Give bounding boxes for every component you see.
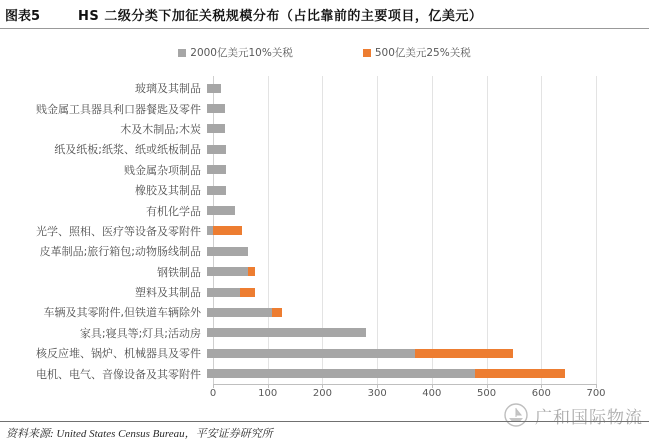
x-tick-label: 0 [209, 388, 217, 399]
bar-track [207, 288, 590, 297]
bar-segment-25pct [475, 369, 565, 378]
category-label: 电机、电气、音像设备及其零附件 [36, 367, 201, 381]
bar-rows [0, 78, 649, 384]
category-label: 木及木制品;木炭 [120, 122, 201, 136]
category-label: 光学、照相、医疗等设备及零附件 [36, 224, 201, 238]
legend-swatch-icon [363, 49, 371, 57]
bar-segment-10pct [207, 247, 248, 256]
bar-segment-10pct [207, 349, 415, 358]
bar-row [0, 160, 649, 180]
x-tick-label: 200 [312, 388, 332, 399]
bar-track [207, 328, 590, 337]
bar-segment-10pct [207, 104, 225, 113]
x-tick-label: 600 [531, 388, 551, 399]
bar-track [207, 247, 590, 256]
bar-segment-10pct [207, 84, 221, 93]
figure-number: 图表5 [5, 9, 41, 24]
category-label: 核反应堆、锅炉、机械器具及零件 [36, 347, 201, 361]
bar-track [207, 145, 590, 154]
watermark-text: 广和国际物流 [535, 407, 643, 428]
bar-row [0, 139, 649, 159]
bar-track [207, 349, 590, 358]
bar-row [0, 363, 649, 383]
x-tick-label: 300 [367, 388, 387, 399]
bar-segment-10pct [207, 308, 272, 317]
category-label: 钢铁制品 [157, 265, 201, 279]
bar-row [0, 119, 649, 139]
chart-legend [0, 45, 649, 60]
x-tick-label: 400 [422, 388, 442, 399]
bar-track [207, 226, 590, 235]
bar-chart [0, 76, 649, 399]
bar-segment-10pct [207, 165, 226, 174]
source-text: 资料来源: United States Census Bureau，平安证券研究所 [6, 428, 273, 440]
bar-segment-10pct [207, 124, 225, 133]
legend-label: 500亿美元25%关税 [374, 47, 471, 59]
bar-segment-25pct [240, 288, 255, 297]
category-label: 贱金属工具器具利口器餐匙及零件 [36, 102, 201, 116]
bar-segment-10pct [207, 369, 475, 378]
category-label: 玻璃及其制品 [135, 82, 201, 96]
bar-row [0, 78, 649, 98]
bar-row [0, 343, 649, 363]
bar-row [0, 323, 649, 343]
category-label: 橡胶及其制品 [135, 184, 201, 198]
bar-segment-25pct [272, 308, 282, 317]
bar-track [207, 206, 590, 215]
x-tick-label: 100 [258, 388, 278, 399]
bar-row [0, 180, 649, 200]
category-label: 贱金属杂项制品 [124, 163, 201, 177]
bar-row [0, 282, 649, 302]
bar-track [207, 84, 590, 93]
legend-swatch-icon [178, 49, 186, 57]
bar-track [207, 186, 590, 195]
bar-track [207, 104, 590, 113]
legend-label: 2000亿美元10%关税 [190, 47, 293, 59]
bar-segment-10pct [207, 206, 235, 215]
bar-row [0, 200, 649, 220]
bar-segment-25pct [248, 267, 255, 276]
bar-track [207, 267, 590, 276]
category-label: 家具;寝具等;灯具;活动房 [79, 326, 201, 340]
category-label: 车辆及其零附件,但铁道车辆除外 [43, 306, 201, 320]
bar-segment-25pct [213, 226, 242, 235]
category-label: 塑料及其制品 [135, 286, 201, 300]
chart-header [0, 0, 649, 29]
bar-row [0, 241, 649, 261]
bar-track [207, 124, 590, 133]
bar-track [207, 308, 590, 317]
category-label: 皮革制品;旅行箱包;动物肠线制品 [39, 245, 201, 259]
bar-segment-10pct [207, 288, 240, 297]
legend-item [178, 45, 293, 60]
x-tick-label: 500 [477, 388, 497, 399]
page-title: HS 二级分类下加征关税规模分布（占比靠前的主要项目，亿美元） [78, 9, 483, 24]
bar-segment-25pct [415, 349, 513, 358]
bar-row [0, 221, 649, 241]
category-label: 纸及纸板;纸浆、纸或纸板制品 [54, 143, 201, 157]
bar-track [207, 369, 590, 378]
source-footer [0, 421, 649, 445]
bar-row [0, 302, 649, 322]
category-label: 有机化学品 [146, 204, 201, 218]
x-axis [209, 388, 606, 402]
bar-track [207, 165, 590, 174]
bar-segment-10pct [207, 328, 366, 337]
bar-row [0, 262, 649, 282]
x-tick-label: 700 [586, 388, 606, 399]
bar-segment-10pct [207, 186, 226, 195]
bar-segment-10pct [207, 145, 226, 154]
bar-row [0, 98, 649, 118]
legend-item [363, 45, 471, 60]
bar-segment-10pct [207, 267, 248, 276]
